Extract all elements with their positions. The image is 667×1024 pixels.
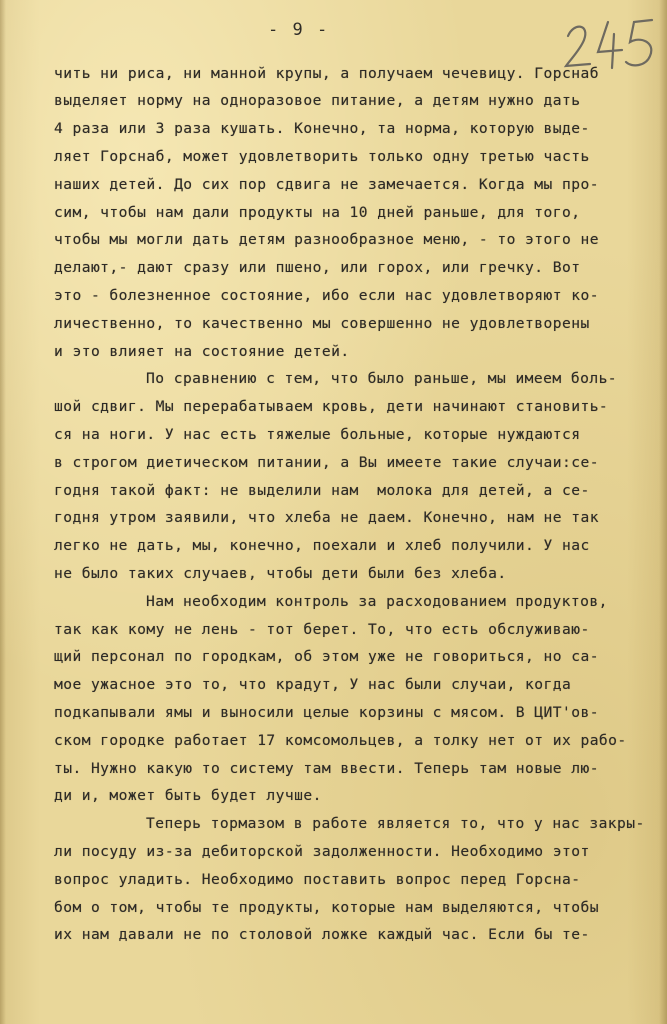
text-line: выделяет норму на одноразовое питание, а детям нужно дать xyxy=(54,92,581,109)
text-line: наших детей. До сих пор сдвига не замечается. Когда мы про- xyxy=(54,176,599,193)
paper-edge-right xyxy=(659,0,667,1024)
text-line: в строгом диетическом питании, а Вы имеете такие случаи:се- xyxy=(54,454,599,471)
text-line: чить ни риса, ни манной крупы, а получаем чечевицу. Горснаб xyxy=(54,65,599,82)
text-line: щий персонал по городкам, об этом уже не говориться, но са- xyxy=(54,648,599,665)
text-line: мое ужасное это то, что крадут, У нас были случаи, когда xyxy=(54,676,572,693)
text-line: Теперь тормазом в работе является то, что у нас закры- xyxy=(146,815,645,832)
text-line: так как кому не лень - тот берет. То, что есть обслуживаю- xyxy=(54,621,590,638)
text-line: личественно, то качественно мы совершенно не удовлетворены xyxy=(54,315,590,332)
text-line: годня утром заявили, что хлеба не даем. Конечно, нам не так xyxy=(54,509,599,526)
text-line: ляет Горснаб, может удовлетворить только одну третью часть xyxy=(54,148,590,165)
text-line: ди и, может быть будет лучше. xyxy=(54,787,322,804)
text-line: легко не дать, мы, конечно, поехали и хлеб получили. У нас xyxy=(54,537,590,554)
text-line: делают,- дают сразу или пшено, или горох, или гречку. Вот xyxy=(54,259,581,276)
text-line: и это влияет на состояние детей. xyxy=(54,343,350,360)
paper-edge-left xyxy=(0,0,6,1024)
text-line: это - болезненное состояние, ибо если нас удовлетворяют ко- xyxy=(54,287,599,304)
text-line: годня такой факт: не выделили нам молока для детей, а се- xyxy=(54,482,590,499)
text-line: не было таких случаев, чтобы дети были без хлеба. xyxy=(54,565,507,582)
text-line: ты. Нужно какую то систему там ввести. Теперь там новые лю- xyxy=(54,760,599,777)
text-line: По сравнению с тем, что было раньше, мы имеем боль- xyxy=(146,370,618,387)
text-line: ся на ноги. У нас есть тяжелые больные, которые нуждаются xyxy=(54,426,581,443)
text-line: бом о том, чтобы те продукты, которые нам выделяются, чтобы xyxy=(54,899,599,916)
text-line: чтобы мы могли дать детям разнообразное меню, - то этого не xyxy=(54,231,599,248)
text-line: шой сдвиг. Мы перерабатываем кровь, дети начинают становить- xyxy=(54,398,609,415)
text-line: Нам необходим контроль за расходованием продуктов, xyxy=(146,593,608,610)
text-line: сим, чтобы нам дали продукты на 10 дней раньше, для того, xyxy=(54,204,581,221)
text-line: подкапывали ямы и выносили целые корзины с мясом. В ЦИТ'ов- xyxy=(54,704,599,721)
text-line: их нам давали не по столовой ложке каждый час. Если бы те- xyxy=(54,926,590,943)
text-line: ском городке работает 17 комсомольцев, а толку нет от их рабо- xyxy=(54,732,627,749)
text-line: вопрос уладить. Необходимо поставить вопрос перед Горсна- xyxy=(54,871,581,888)
text-line: ли посуду из-за дебиторской задолженности. Необходимо этот xyxy=(54,843,590,860)
page-number: - 9 - xyxy=(268,20,330,40)
text-line: 4 раза или 3 раза кушать. Конечно, та норма, которую выде- xyxy=(54,120,590,137)
